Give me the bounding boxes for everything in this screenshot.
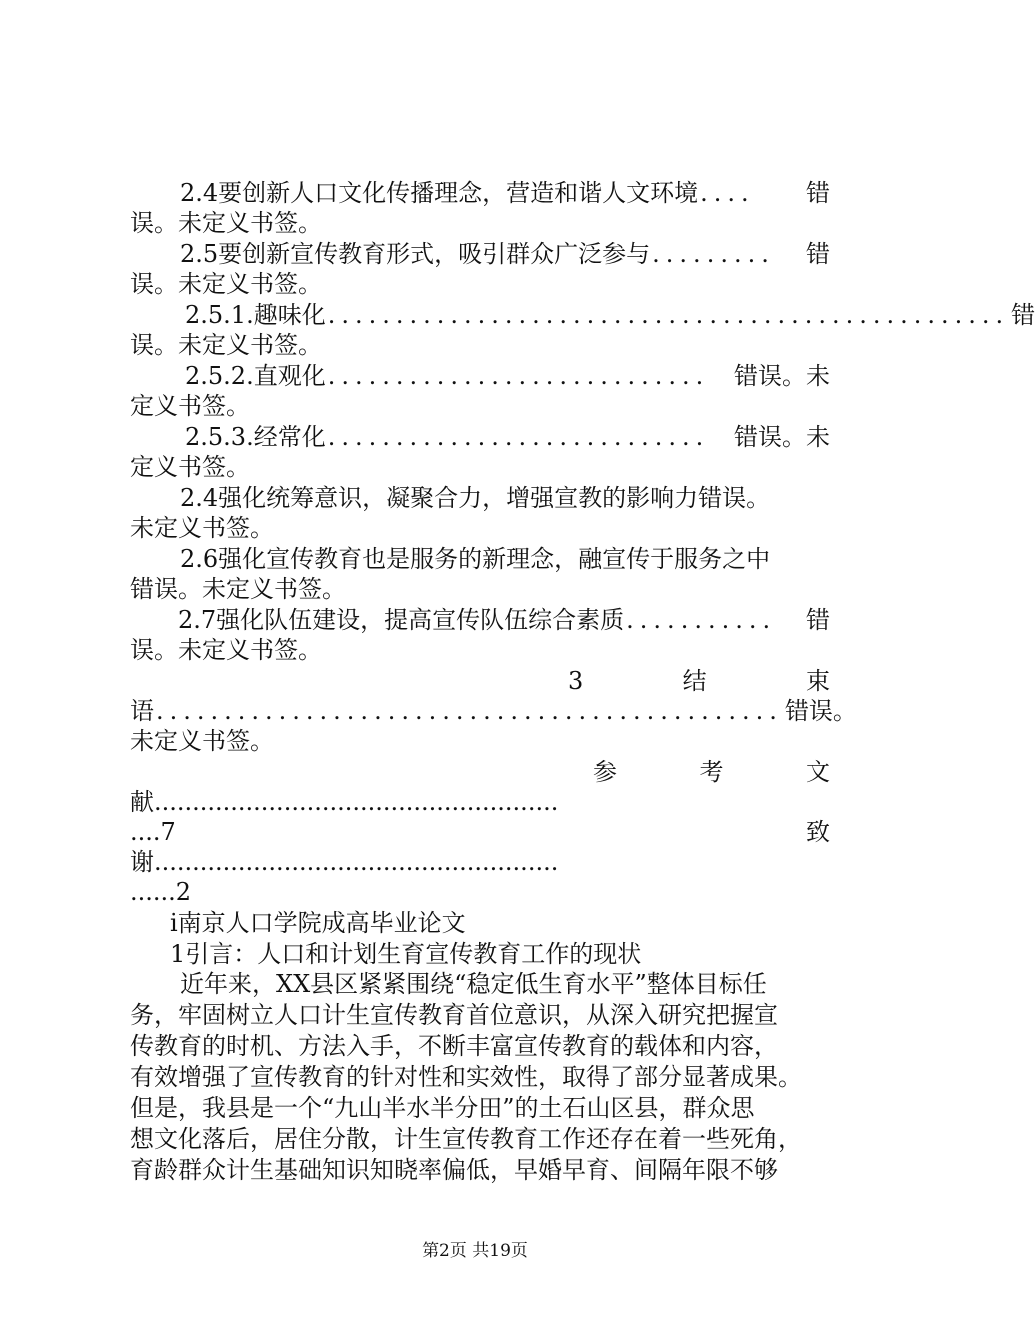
toc-entry-continuation: [130, 817, 830, 847]
toc-leader-dots: ....: [700, 179, 755, 207]
toc-entry-title: 2.5.1.趣味化: [185, 301, 326, 329]
toc-entry-char: 文: [806, 758, 830, 786]
body-paragraph-line: 有效增强了宣传教育的针对性和实效性，取得了部分显著成果。: [130, 1063, 802, 1091]
body-paragraph-line: 育龄群众计生基础知识知晓率偏低，早婚早育、间隔年限不够: [130, 1156, 778, 1184]
toc-entry-continuation: [130, 696, 857, 726]
toc-entry-title: 2.4要创新人口文化传播理念，营造和谐人文环境: [180, 179, 699, 207]
toc-entry-continuation: 定义书签。: [130, 392, 250, 420]
toc-entry-2-5-2[interactable]: [130, 361, 830, 391]
toc-entry-continuation: 定义书签。: [130, 453, 250, 481]
toc-entry-continuation: 未定义书签。: [130, 514, 274, 542]
toc-entry-continuation: 误。未定义书签。: [130, 636, 322, 664]
toc-entry-continuation: 错误。未定义书签。: [130, 575, 346, 603]
toc-entry-continuation: 谢.....................................................: [130, 848, 559, 876]
toc-entry-2-5-3[interactable]: [130, 422, 830, 452]
page-footer: 第2页 共19页: [422, 1241, 528, 1261]
toc-entry-char: 束: [806, 667, 830, 695]
toc-entry-continuation: 误。未定义书签。: [130, 209, 322, 237]
toc-entry-char: 考: [699, 758, 724, 786]
toc-entry-continuation: 误。未定义书签。: [130, 331, 322, 359]
toc-entry-char: 参: [593, 758, 617, 786]
toc-entry-page-ref: 错: [806, 179, 830, 207]
toc-entry-title: 2.5.2.直观化: [185, 362, 326, 390]
toc-leader-dots: ............................: [327, 362, 710, 390]
thesis-header-line: i南京人口学院成高毕业论文: [170, 909, 466, 937]
toc-entry-2-5-forms[interactable]: [130, 239, 830, 269]
toc-entry-continuation: 误。未定义书签。: [130, 270, 322, 298]
body-paragraph-line: 务，牢固树立人口计生宣传教育首位意识，从深入研究把握宣: [130, 1001, 778, 1029]
toc-entry-title: 2.5要创新宣传教育形式，吸引群众广泛参与: [180, 240, 651, 268]
body-paragraph-line: 近年来，XX县区紧紧围绕“稳定低生育水平”整体目标任: [180, 970, 767, 998]
toc-entry-2-4-culture[interactable]: [130, 178, 830, 208]
toc-entry-references[interactable]: [130, 757, 830, 787]
toc-leader-dots: ............................: [327, 423, 710, 451]
body-paragraph-line: 但是，我县是一个“九山半水半分田”的土石山区县，群众思: [130, 1094, 755, 1122]
toc-entry-2-6-service[interactable]: 2.6强化宣传教育也是服务的新理念，融宣传于服务之中: [180, 545, 771, 573]
toc-entry-page-ref: 错: [1011, 301, 1035, 329]
toc-entry-title: 语: [130, 697, 154, 725]
toc-entry-page-ref: 错: [806, 240, 830, 268]
toc-entry-page-ref: 错误。未: [734, 423, 830, 451]
toc-entry-continuation: 未定义书签。: [130, 727, 274, 755]
toc-entry-3-conclusion[interactable]: [130, 666, 830, 696]
toc-leader-dots: ..................................................: [327, 301, 1010, 329]
body-paragraph-line: 传教育的时机、方法入手，不断丰富宣传教育的载体和内容，: [130, 1032, 778, 1060]
toc-leader-dots: ...........: [626, 606, 777, 634]
toc-entry-2-5-1[interactable]: [130, 300, 1035, 330]
toc-leader-dots: ..............................................: [156, 697, 783, 725]
toc-entry-number: 3: [568, 667, 584, 695]
section-heading: 1引言：人口和计划生育宣传教育工作的现状: [170, 940, 642, 968]
toc-entry-page-ref: ......2: [130, 878, 192, 906]
toc-entry-page-ref: 错误。: [784, 697, 857, 725]
toc-entry-2-7-team[interactable]: [130, 605, 830, 635]
toc-entry-page-ref: 错: [806, 606, 830, 634]
toc-entry-continuation: 献.....................................................: [130, 788, 559, 816]
toc-entry-page-ref: ....7: [130, 818, 176, 846]
toc-entry-title: 2.7强化队伍建设，提高宣传队伍综合素质: [178, 606, 625, 634]
toc-entry-2-4-coordination[interactable]: 2.4强化统筹意识，凝聚合力，增强宣教的影响力错误。: [180, 484, 771, 512]
toc-entry-page-ref: 错误。未: [734, 362, 830, 390]
body-paragraph-line: 想文化落后，居住分散，计生宣传教育工作还存在着一些死角，: [130, 1125, 802, 1153]
toc-leader-dots: .........: [652, 240, 775, 268]
toc-entry-char: 结: [682, 667, 707, 695]
toc-entry-acknowledgement-start[interactable]: 致: [806, 818, 830, 846]
toc-entry-title: 2.5.3.经常化: [185, 423, 326, 451]
